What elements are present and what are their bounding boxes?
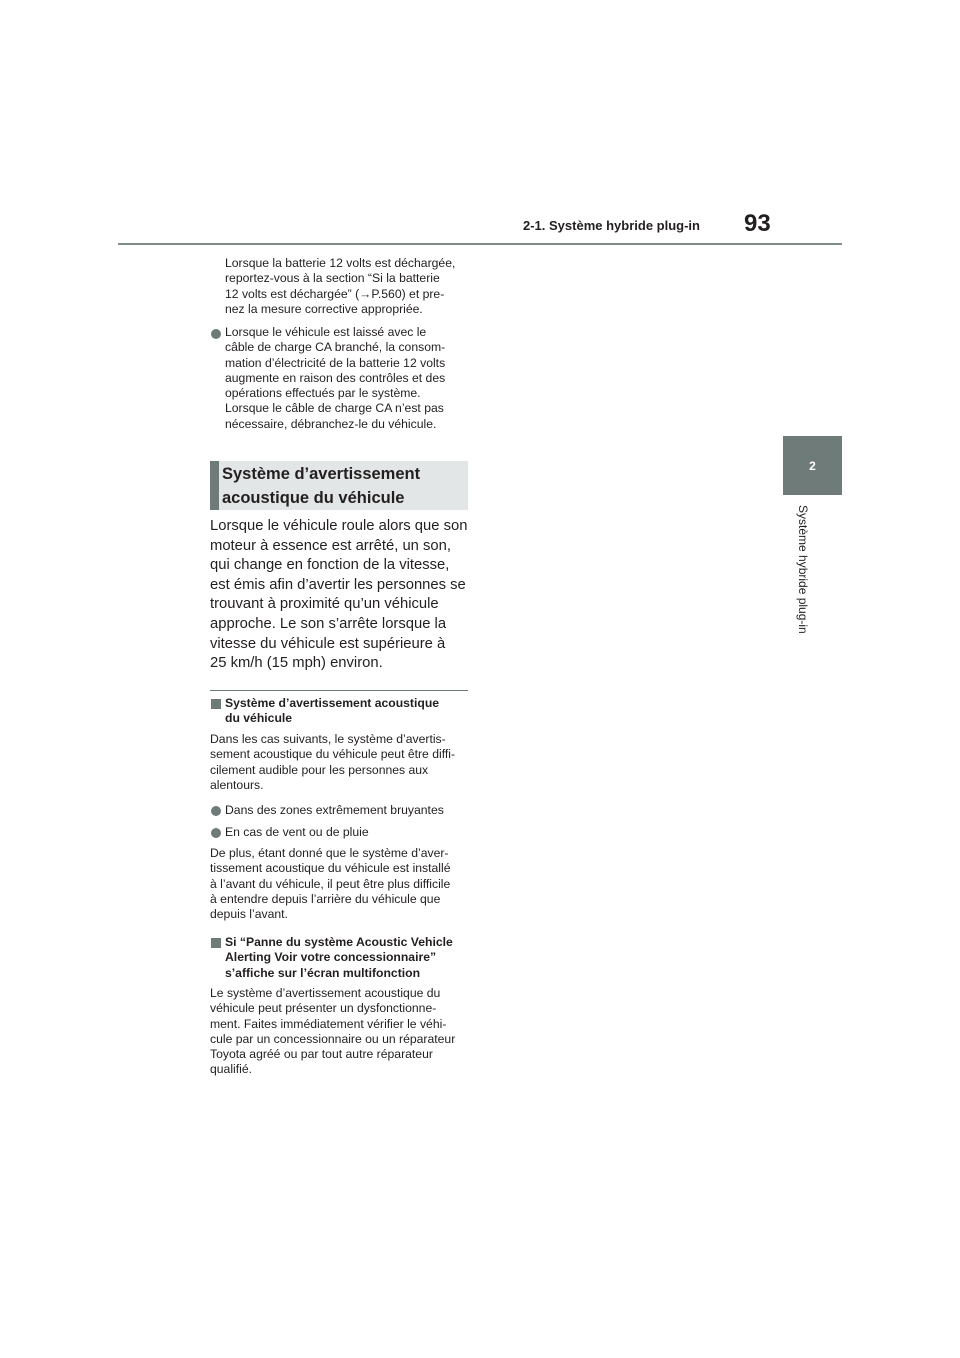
section-heading [222,462,462,510]
chapter-number: 2 [809,458,816,473]
text-line: Toyota agréé ou par tout autre réparateur [210,1047,433,1062]
heading-line: acoustique du véhicule [222,489,405,507]
text-line: sement acoustique du véhicule peut être diffi- [210,747,456,762]
title-line: Système d’avertissement acoustique [225,696,440,710]
title-line: du véhicule [225,711,293,726]
text-line: opérations effectués par le système. [225,386,421,401]
chapter-label: Système hybride plug-in [796,505,810,634]
text-line: cule par un concessionnaire ou un réparateur [210,1031,456,1046]
subsection-paragraph [210,986,475,1078]
text-line: vitesse du véhicule est supérieure à [210,635,446,652]
text-line: cilement audible pour les personnes aux [210,762,429,777]
text-line: qui change en fonction de la vitesse, [210,557,450,574]
bullet-item: En cas de vent ou de pluie [225,825,369,839]
title-line: Si “Panne du système Acoustic Vehicle [225,935,453,949]
page-number: 93 [744,210,771,237]
text-line: à entendre depuis l’arrière du véhicule que [210,891,441,906]
text-line: nécessaire, débranchez-le du véhicule. [225,416,437,431]
subsection-paragraph [210,846,475,922]
text-line: approche. Le son s’arrête lorsque la [210,615,447,632]
text-line: tissement acoustique du véhicule est installé [210,861,451,876]
subsection-title [225,696,475,727]
text-line: Lorsque le véhicule roule alors que son [210,518,468,534]
text-line: 25 km/h (15 mph) environ. [210,655,383,672]
bullet-item: Dans des zones extrêmement bruyantes [225,803,444,817]
section-header: 2-1. Système hybride plug-in [523,218,700,233]
chapter-tab [783,436,842,495]
text-line: Dans les cas suivants, le système d’avertis- [210,732,446,746]
intro-paragraph [225,256,487,317]
text-line: moteur à essence est arrêté, un son, [210,537,451,554]
text-line: augmente en raison des contrôles et des [225,370,446,385]
text-line: trouvant à proximité qu’un véhicule [210,596,439,613]
subsection-paragraph [210,732,475,793]
text-line: qualifié. [210,1062,253,1077]
title-line: Alerting Voir votre concessionnaire” [225,950,437,965]
bullet-icon [211,828,221,838]
text-line: reportez-vous à la section “Si la batterie [225,271,440,286]
text-line: Lorsque le câble de charge CA n’est pas [225,401,444,416]
text-line: nez la mesure corrective appropriée. [225,301,423,316]
text-line: Lorsque le véhicule est laissé avec le [225,325,427,339]
lead-paragraph [210,517,472,674]
text-line: à l’avant du véhicule, il peut être plus difficile [210,876,451,891]
square-bullet-icon [211,938,221,948]
text-line: 12 volts est déchargée” (→P.560) et pre- [225,286,445,301]
header-rule [118,243,842,245]
text-line: est émis afin d’avertir les personnes se [210,576,466,593]
heading-line: Système d’avertissement [222,465,421,483]
text-line: mation d’électricité de la batterie 12 volts [225,355,446,370]
title-line: s’affiche sur l’écran multifonction [225,965,421,980]
square-bullet-icon [211,699,221,709]
text-line: véhicule peut présenter un dysfonctionne- [210,1001,437,1016]
divider [210,690,468,691]
subsection-title [225,935,475,981]
text-line: Le système d’avertissement acoustique du [210,986,441,1000]
bullet-icon [211,329,221,339]
text-line: De plus, étant donné que le système d’aver- [210,846,449,860]
text-line: Lorsque la batterie 12 volts est déchargée, [225,256,456,270]
text-line: alentours. [210,777,264,792]
section-heading-bar [210,461,219,510]
text-line: ment. Faites immédiatement vérifier le véhi- [210,1016,447,1031]
text-line: câble de charge CA branché, la consom- [225,340,446,355]
bullet-icon [211,806,221,816]
bullet-cable-paragraph [225,325,475,432]
text-line: depuis l’avant. [210,907,288,922]
